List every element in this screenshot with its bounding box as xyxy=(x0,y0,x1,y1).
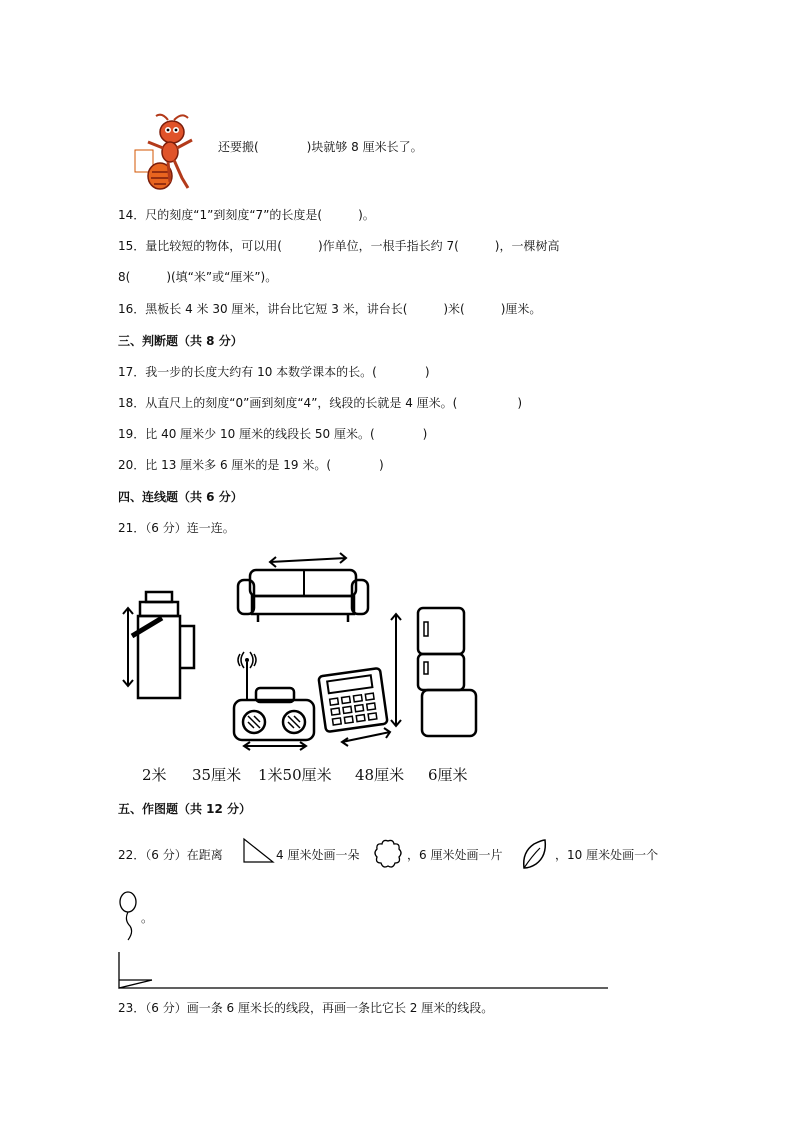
balloon-icon xyxy=(118,890,142,948)
flower-icon xyxy=(372,838,404,870)
ant-picture xyxy=(130,112,200,194)
section4-title: 四、连线题（共 6 分） xyxy=(118,490,243,504)
q16-text: 16．黑板长 4 米 30 厘米，讲台比它短 3 米，讲台长( )米( )厘米。 xyxy=(118,302,542,316)
radio-picture xyxy=(228,650,318,754)
q20-text: 20．比 13 厘米多 6 厘米的是 19 米。( ) xyxy=(118,458,384,472)
q17-text: 17．我一步的长度大约有 10 本数学课本的长。( ) xyxy=(118,365,430,379)
thermos-picture xyxy=(118,590,200,700)
q22-part4: ，10 厘米处画一个 xyxy=(555,848,659,862)
option-35cm: 35厘米 xyxy=(192,766,242,784)
option-6cm: 6厘米 xyxy=(428,766,468,784)
q22-part1: 22．（6 分）在距离 xyxy=(118,848,223,862)
section3-title: 三、判断题（共 8 分） xyxy=(118,334,243,348)
q22-part3: ，6 厘米处画一片 xyxy=(407,848,503,862)
drawing-baseline xyxy=(118,950,610,990)
section5-title: 五、作图题（共 12 分） xyxy=(118,802,252,816)
option-48cm: 48厘米 xyxy=(355,766,405,784)
q15-line1: 15．量比较短的物体，可以用( )作单位，一根手指长约 7( )，一棵树高 xyxy=(118,239,560,253)
q15-line2: 8( )(填“米”或“厘米”)。 xyxy=(118,270,278,284)
q13-text: 还要搬( )块就够 8 厘米长了。 xyxy=(218,140,423,154)
calculator-picture xyxy=(318,668,394,746)
q21-text: 21．（6 分）连一连。 xyxy=(118,521,235,535)
option-1m50cm: 1米50厘米 xyxy=(258,766,332,784)
q22-end: 。 xyxy=(141,911,154,925)
q19-text: 19．比 40 厘米少 10 厘米的线段长 50 厘米。( ) xyxy=(118,427,428,441)
q18-text: 18．从直尺上的刻度“0”画到刻度“4”，线段的长就是 4 厘米。( ) xyxy=(118,396,523,410)
sofa-picture xyxy=(236,552,370,626)
triangle-icon xyxy=(243,838,275,864)
option-2m: 2米 xyxy=(142,766,167,784)
leaf-icon xyxy=(520,838,548,870)
q14-text: 14．尺的刻度“1”到刻度“7”的长度是( )。 xyxy=(118,208,375,222)
fridge-picture xyxy=(388,604,480,740)
q22-part2: 4 厘米处画一朵 xyxy=(276,848,360,862)
q23-text: 23．（6 分）画一条 6 厘米长的线段，再画一条比它长 2 厘米的线段。 xyxy=(118,1001,494,1015)
